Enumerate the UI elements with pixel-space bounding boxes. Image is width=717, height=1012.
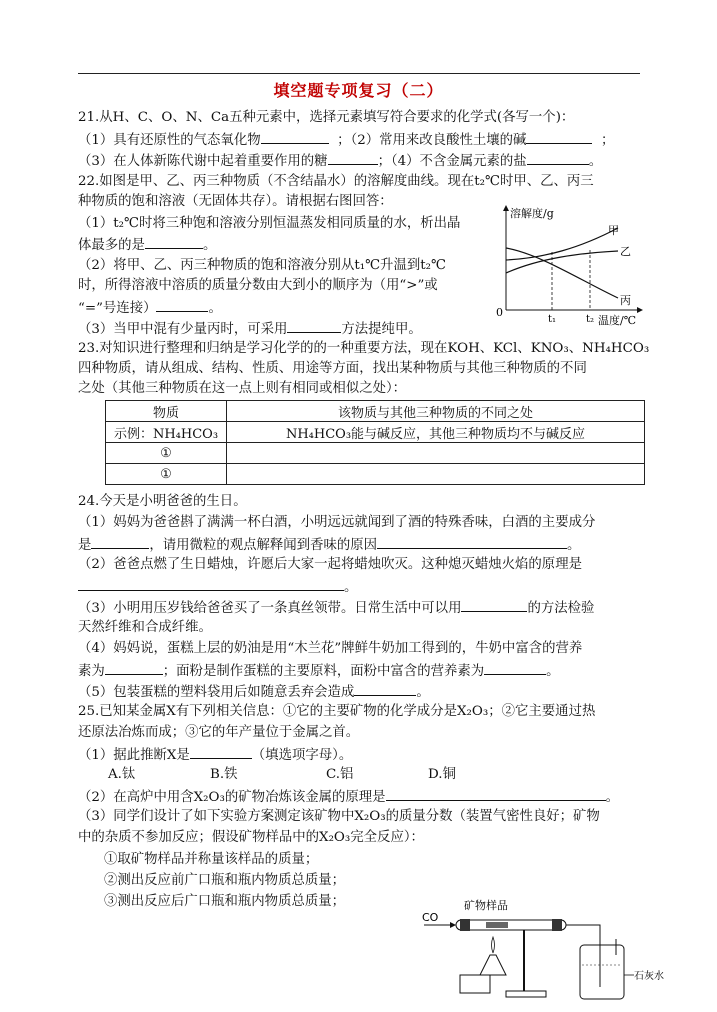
limewater-label: 石灰水	[634, 971, 664, 982]
q25-p2: （2）在高炉中用含X₂O₃的矿物冶炼该金属的原理是	[78, 790, 386, 805]
q24-p1b: ，请用微粒的观点解释闻到香味的原因	[149, 538, 378, 553]
q21-part2-end: ；	[600, 133, 615, 148]
q25-p1-end: （填选项字母）。	[251, 748, 353, 763]
burner-base	[460, 975, 490, 993]
q22-p2c: “=”号连接）	[78, 301, 157, 316]
q24-line-p2b	[78, 576, 357, 598]
q22-p2b: 时，所得溶液中溶质的质量分数由大到小的顺序为（用“>”或	[78, 278, 438, 293]
q23-table	[105, 400, 645, 485]
q22-p1b-end: 。	[202, 238, 217, 253]
q23-stem3: 之处（其他三种物质在这一点上则有相同或相似之处）：	[78, 381, 407, 396]
q21-stem: 21.从H、C、O、N、Ca五种元素中，选择元素填写符合要求的化学式(各写一个)：	[78, 110, 575, 125]
q24-p5: （5）包装蛋糕的塑料袋用后如随意丢弃会造成	[78, 685, 355, 700]
header-rule	[78, 73, 640, 74]
q24-blank1[interactable]	[91, 534, 149, 549]
lamp-flame	[492, 937, 495, 953]
q22-line-p2c	[78, 297, 222, 319]
q25-option-d: D.铜	[428, 767, 456, 782]
y-axis-label: 溶解度/g	[510, 207, 554, 220]
q25-p3a: （3）同学们设计了如下实验方案测定该矿物中X₂O₃的质量分数（装置气密性良好；矿物	[78, 809, 600, 824]
q25-step1: ①取矿物样品并称量该样品的质量；	[104, 852, 319, 867]
table-cell: ①	[106, 443, 227, 464]
q24-p3a: （3）小明用压岁钱给爸爸买了一条真丝领带。日常生活中可以用	[78, 601, 462, 616]
series-bing-label: 丙	[620, 294, 631, 307]
q24-p2b-end: 。	[344, 580, 358, 595]
table-header-difference: 该物质与其他三种物质的不同之处	[227, 401, 645, 422]
table-cell: ①	[106, 464, 227, 485]
alcohol-lamp	[480, 955, 506, 975]
table-cell: NH₄HCO₃能与碱反应，其他三种物质均不与碱反应	[227, 422, 645, 443]
reaction-tube	[456, 920, 566, 930]
q24-line-p3a	[78, 597, 594, 619]
q25-step3: ③测出反应后广口瓶和瓶内物质总质量；	[104, 894, 346, 909]
q25-line-p1	[78, 744, 352, 766]
stopper-left	[460, 919, 470, 931]
q24-p4a: （4）妈妈说，蛋糕上层的奶油是用“木兰花”牌鲜牛奶加工得到的，牛奶中富含的营养	[78, 641, 583, 656]
q22-p3-end: 方法提纯甲。	[341, 322, 422, 337]
sample-label: 矿物样品	[464, 899, 508, 912]
q25-p1: （1）据此推断X是	[78, 748, 190, 763]
table-answer-cell[interactable]	[227, 443, 645, 464]
table-row	[106, 443, 645, 464]
tick-t2: t₂	[586, 314, 595, 325]
q21-blank1[interactable]	[261, 129, 329, 144]
series-jia-label: 甲	[608, 224, 619, 237]
q24-p1b-end: 。	[567, 538, 581, 553]
q22-blank3[interactable]	[287, 318, 341, 333]
gas-bottle	[580, 945, 624, 999]
q24-stem: 24.今天是小明爸爸的生日。	[78, 494, 247, 509]
q22-blank2[interactable]	[156, 297, 208, 312]
q23-stem1: 23.对知识进行整理和归纳是学习化学的的一种重要方法，现在KOH、KCl、KNO₃、NH₄HCO₃	[78, 341, 650, 356]
q24-blank7[interactable]	[354, 681, 416, 696]
q25-p2-end: 。	[605, 790, 619, 805]
q24-line-p5	[78, 681, 430, 703]
q21-part2: ；（2）常用来改良酸性土壤的碱	[337, 133, 527, 148]
q24-blank3[interactable]	[78, 576, 344, 591]
table-row	[106, 422, 645, 443]
x-axis-label: 温度/℃	[598, 314, 637, 327]
q21-part4-end: 。	[588, 154, 603, 169]
q24-p3b: 天然纤维和合成纤维。	[78, 620, 212, 635]
q21-blank4[interactable]	[527, 150, 589, 165]
q24-p1a: （1）妈妈为爸爸斟了满满一杯白酒，小明远远就闻到了酒的特殊香味，白酒的主要成分	[78, 515, 596, 530]
co-arrow-head	[450, 922, 456, 928]
q22-p2c-end: 。	[208, 301, 222, 316]
stopper-right	[552, 919, 562, 931]
solubility-chart	[490, 200, 650, 325]
q24-p4b: ；面粉是制作蛋糕的主要原料，面粉中富含的营养素为	[162, 664, 485, 679]
q24-line-p1b	[78, 534, 580, 556]
q22-p1b: 体最多的是	[78, 238, 145, 253]
mineral-sample	[486, 922, 508, 928]
q25-step2: ②测出反应前广口瓶和瓶内物质总质量；	[104, 873, 346, 888]
q21-part4: ；（4）不含金属元素的盐	[377, 154, 527, 169]
table-header-substance: 物质	[106, 401, 227, 422]
q25-stem1: 25.已知某金属X有下列相关信息：①它的主要矿物的化学成分是X₂O₃；②它主要通过热	[78, 704, 596, 719]
q24-blank6[interactable]	[484, 660, 546, 675]
q24-p5-end: 。	[416, 685, 430, 700]
origin-label: 0	[496, 306, 503, 319]
series-yi-label: 乙	[620, 245, 631, 258]
q24-blank4[interactable]	[461, 597, 527, 612]
q22-line-p3	[78, 318, 422, 340]
tick-t1: t₁	[548, 314, 557, 325]
q21-blank2[interactable]	[526, 129, 592, 144]
q23-stem2: 四种物质，请从组成、结构、性质、用途等方面，找出某种物质与其他三种物质的不同	[78, 361, 587, 376]
q24-p1b-pre: 是	[78, 538, 92, 553]
q24-p4b-pre: 素为	[78, 664, 105, 679]
q22-stem1: 22.如图是甲、乙、丙三种物质（不含结晶水）的溶解度曲线。现在t₂℃时甲、乙、丙三	[78, 174, 594, 189]
delivery-tube	[566, 925, 600, 947]
q21-part3: （3）在人体新陈代谢中起着重要作用的糖	[78, 154, 328, 169]
page-title: 填空题专项复习（二）	[273, 81, 444, 100]
iron-stand-base	[506, 991, 546, 997]
table-header-row	[106, 401, 645, 422]
table-cell: 示例：NH₄HCO₃	[106, 422, 227, 443]
q22-p3: （3）当甲中混有少量丙时，可采用	[78, 322, 288, 337]
q25-option-c: C.铝	[326, 767, 354, 782]
q24-blank2[interactable]	[377, 534, 567, 549]
series-jia-curve	[506, 228, 618, 260]
q21-line1	[78, 129, 614, 151]
q22-p1a: （1）t₂℃时将三种饱和溶液分别恒温蒸发相同质量的水，析出晶	[78, 216, 461, 231]
q24-p4b-end: 。	[546, 664, 560, 679]
apparatus-diagram	[420, 895, 664, 1005]
table-row	[106, 464, 645, 485]
q22-blank1[interactable]	[145, 234, 203, 249]
q24-blank5[interactable]	[105, 660, 163, 675]
q25-option-b: B.铁	[210, 767, 238, 782]
q24-line-p4b	[78, 660, 560, 682]
q22-stem2: 种物质的饱和溶液（无固体共存）。请根据右图回答：	[78, 194, 393, 209]
table-answer-cell[interactable]	[227, 464, 645, 485]
q24-p3a-end: 的方法检验	[527, 601, 595, 616]
q22-line-p1b	[78, 234, 216, 256]
q25-blank2[interactable]	[386, 786, 606, 801]
q21-line2	[78, 150, 602, 172]
q25-p3b: 中的杂质不参加反应；假设矿物样品中的X₂O₃完全反应）：	[78, 830, 424, 845]
co-label: CO	[422, 911, 439, 924]
q24-p2a: （2）爸爸点燃了生日蜡烛，许愿后大家一起将蜡烛吹灭。这种熄灭蜡烛火焰的原理是	[78, 557, 582, 572]
q25-line-p2	[78, 786, 619, 808]
q21-blank3[interactable]	[328, 150, 378, 165]
q25-stem2: 还原法冶炼而成；③它的年产量位于金属之首。	[78, 725, 360, 740]
q25-blank1[interactable]	[190, 744, 252, 759]
series-bing-curve	[506, 248, 618, 298]
q21-part1: （1）具有还原性的气态氧化物	[78, 133, 261, 148]
q22-p2a: （2）将甲、乙、丙三种物质的饱和溶液分别从t₁℃升温到t₂℃	[78, 258, 446, 273]
q25-option-a: A.钛	[108, 767, 136, 782]
